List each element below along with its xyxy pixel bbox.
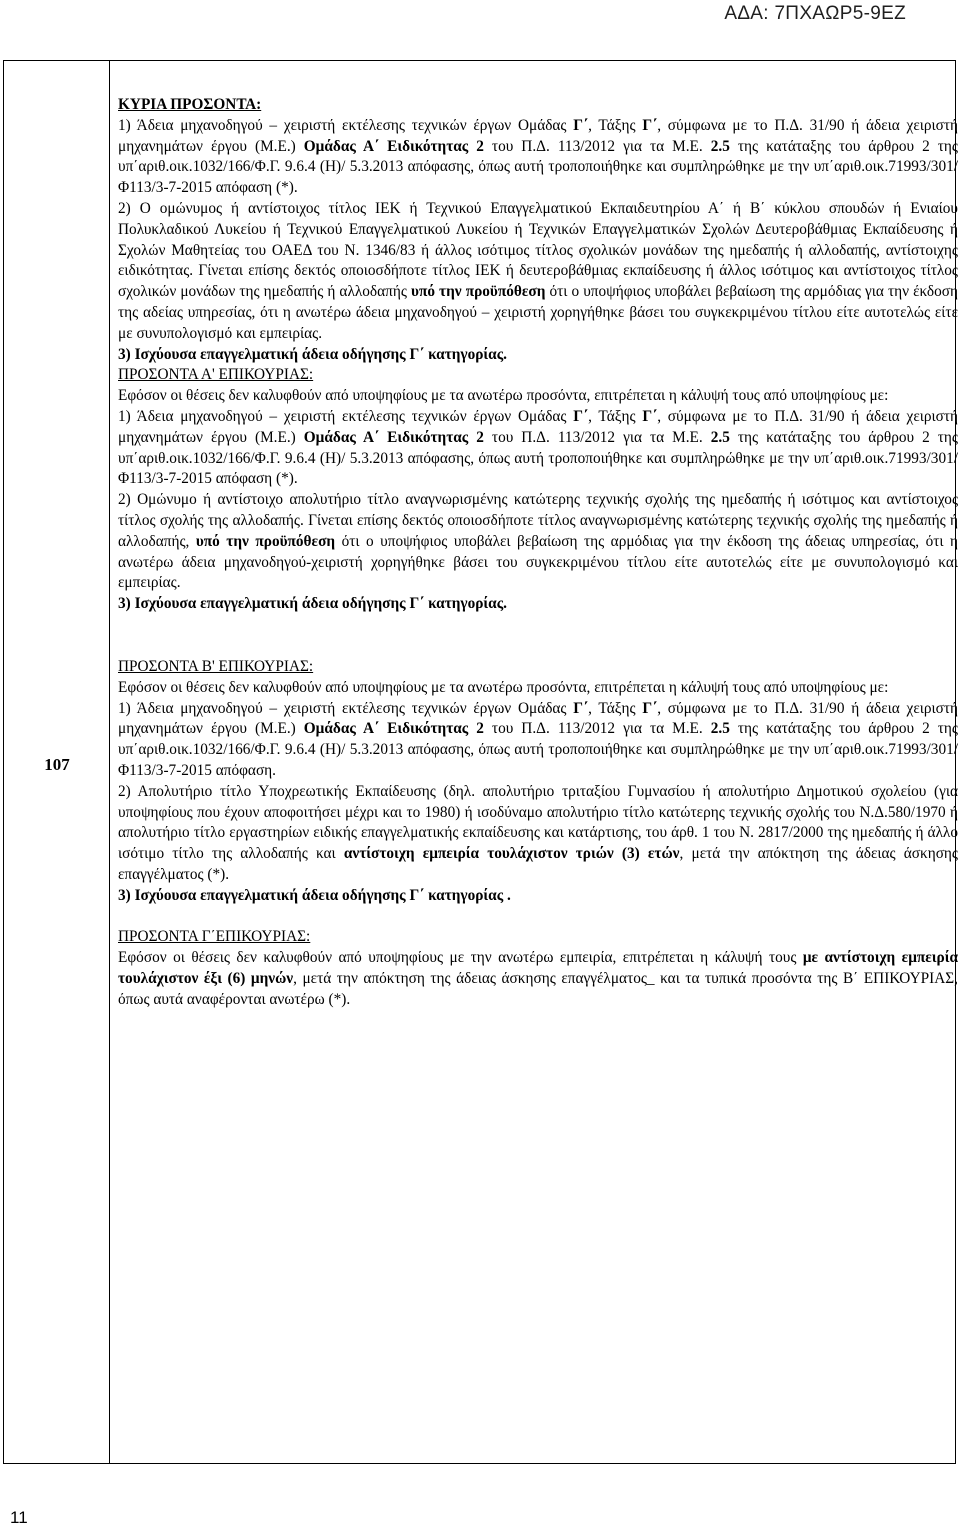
secondary-a-item-1: 1) Άδεια μηχανοδηγού – χειριστή εκτέλεσης τεχνικών έργων Ομάδας Γ΄, Τάξης Γ΄, σύμφωνα με το Π.Δ. 31/90 ή άδεια χειριστή μηχανημάτων έργου (Μ.Ε.) Ομάδας Α΄ Ειδικότητας 2 του Π.Δ. 113/2012 για τα Μ.Ε. 2.5 της κατάταξης του άρθρου 2 της υπ΄αριθ.οικ.1032/166/Φ.Γ. 9.6.4 (Η)/ 5.3.2013 απόφασης, όπως αυτή τροποποιήθηκε και συμπληρώθηκε με την υπ΄αριθ.οικ.71993/301/Φ113/3-7-2015 απόφαση (*). bbox=[118, 407, 959, 488]
qualifications-content bbox=[118, 95, 958, 1011]
page-number: 11 bbox=[10, 1508, 28, 1527]
secondary-c-item: Εφόσον οι θέσεις δεν καλυφθούν από υποψηφίους με την ανωτέρω εμπειρία, επιτρέπεται η κάλυψή τους με αντίστοιχη εμπειρία τουλάχιστον έξι (6) μηνών, μετά την απόκτηση της άδειας άσκησης επαγγέλματος_ και τα τυπικά προσόντα της Β΄ ΕΠΙΚΟΥΡΙΑΣ, όπως αυτά αναφέρονται ανωτέρω (*). bbox=[118, 949, 958, 1008]
main-qualifications-heading: ΚΥΡΙΑ ΠΡΟΣΟΝΤΑ: bbox=[118, 96, 262, 113]
section-spacer bbox=[118, 636, 958, 657]
main-item-1: 1) Άδεια μηχανοδηγού – χειριστή εκτέλεσης τεχνικών έργων Ομάδας Γ΄, Τάξης Γ΄, σύμφωνα με το Π.Δ. 31/90 ή άδεια χειριστή μηχανημάτων έργου (Μ.Ε.) Ομάδας Α΄ Ειδικότητας 2 του Π.Δ. 113/2012 για τα Μ.Ε. 2.5 της κατάταξης του άρθρου 2 της υπ΄αριθ.οικ.1032/166/Φ.Γ. 9.6.4 (Η)/ 5.3.2013 απόφασης, όπως αυτή τροποποιήθηκε και συμπληρώθηκε με την υπ΄αριθ.οικ.71993/301/Φ113/3-7-2015 απόφαση (*). bbox=[118, 116, 959, 197]
secondary-b-intro: Εφόσον οι θέσεις δεν καλυφθούν από υποψηφίους με τα ανωτέρω προσόντα, επιτρέπεται η κάλυψή τους από υποψηφίους με: bbox=[118, 678, 889, 696]
section-spacer bbox=[118, 615, 958, 636]
secondary-a-heading: ΠΡΟΣΟΝΤΑ Α' ΕΠΙΚΟΥΡΙΑΣ: bbox=[118, 366, 314, 384]
secondary-b-item-2: 2) Απολυτήριο τίτλο Υποχρεωτικής Εκπαίδευσης (δηλ. απολυτήριο τριταξίου Γυμνασίου ή απολυτήριο Δημοτικού σχολείου (για υποψηφίους που έχουν αποφοιτήσει μέχρι και το 1980) ή ισοδύναμο απολυτήριο τίτλο κατώτερης τεχνικής σχολής του Ν.Δ.580/1970 ή απολυτήριο τίτλο εργαστηρίων ειδικής επαγγελματικής εκπαίδευσης και κατάρτισης, του άρθ. 1 του Ν. 2817/2000 της ημεδαπής ή άλλο ισότιμο τίτλο της αλλοδαπής και αντίστοιχη εμπειρία τουλάχιστον τριών (3) ετών, μετά την απόκτηση της άδειας άσκησης επαγγέλματος (*). bbox=[118, 782, 958, 883]
ada-code-header: ΑΔΑ: 7ΠΧΑΩΡ5-9ΕΖ bbox=[724, 3, 906, 24]
secondary-b-item-1: 1) Άδεια μηχανοδηγού – χειριστή εκτέλεσης τεχνικών έργων Ομάδας Γ΄, Τάξης Γ΄, σύμφωνα με το Π.Δ. 31/90 ή άδεια χειριστή μηχανημάτων έργου (Μ.Ε.) Ομάδας Α΄ Ειδικότητας 2 του Π.Δ. 113/2012 για τα Μ.Ε. 2.5 της κατάταξης του άρθρου 2 της υπ΄αριθ.οικ.1032/166/Φ.Γ. 9.6.4 (Η)/ 5.3.2013 απόφασης, όπως αυτή τροποποιήθηκε και συμπληρώθηκε με την υπ΄αριθ.οικ.71993/301/Φ113/3-7-2015 απόφαση. bbox=[118, 699, 959, 779]
secondary-b-item-3: 3) Ισχύουσα επαγγελματική άδεια οδήγησης Γ΄ κατηγορίας . bbox=[118, 886, 511, 904]
secondary-c-heading: ΠΡΟΣΟΝΤΑ Γ΄ΕΠΙΚΟΥΡΙΑΣ: bbox=[118, 928, 311, 946]
row-number: 107 bbox=[44, 755, 70, 774]
section-spacer bbox=[118, 906, 958, 927]
row-number-cell bbox=[4, 61, 110, 1463]
qualifications-table bbox=[3, 60, 959, 1464]
main-item-2: 2) Ο ομώνυμος ή αντίστοιχος τίτλος ΙΕΚ ή Τεχνικού Επαγγελματικού Εκπαιδευτηρίου Α΄ ή Β΄ κύκλου σπουδών ή Ενιαίου Πολυκλαδικού Λυκείου ή Τεχνικού Επαγγελματικού Λυκείου ή Τεχνικών Επαγγελματικών Σχολών Δευτεροβάθμιας Εκπαίδευσης ή Σχολών Μαθητείας του ΟΑΕΔ του Ν. 1346/83 ή άλλος ισότιμος τίτλος σχολικών μονάδων της ημεδαπής ή αλλοδαπής, αντίστοιχης ειδικότητας. Γίνεται επίσης δεκτός οποιοσδήποτε τίτλος ΙΕΚ ή δευτεροβάθμιας εκπαίδευσης ή άλλος ισότιμος και αντίστοιχος τίτλος σχολικών μονάδων της ημεδαπής ή αλλοδαπής υπό την προϋπόθεση ότι ο υποψήφιος υποβάλει βεβαίωση της αρμόδιας για την έκδοση της αδείας υπηρεσίας, ότι η ανωτέρω άδεια μηχανοδηγού – χειριστή χορηγήθηκε βάσει του συγκεκριμένου τίτλου είτε αυτοτελώς είτε με συνυπολογισμό και εμπειρίας. bbox=[118, 199, 958, 342]
secondary-a-item-2: 2) Ομώνυμο ή αντίστοιχο απολυτήριο τίτλο αναγνωρισμένης κατώτερης τεχνικής σχολής της ημεδαπής ή ισότιμος και αντίστοιχος τίτλος σχολής της αλλοδαπής. Γίνεται επίσης δεκτός οποιοσδήποτε τίτλος αναγνωρισμένης κατώτερης τεχνικής σχολής της ημεδαπής ή αλλοδαπής, υπό την προϋπόθεση ότι ο υποψήφιος υποβάλει βεβαίωση της αρμόδιας για την έκδοση της άδειας υπηρεσίας, ότι η ανωτέρω άδεια μηχανοδηγού-χειριστή χορηγήθηκε βάσει του συγκεκριμένου τίτλου είτε αυτοτελώς είτε με συνυπολογισμό και εμπειρίας. bbox=[118, 491, 958, 592]
secondary-a-intro: Εφόσον οι θέσεις δεν καλυφθούν από υποψηφίους με τα ανωτέρω προσόντα, επιτρέπεται η κάλυψή τους από υποψηφίους με: bbox=[118, 387, 889, 405]
secondary-a-item-3: 3) Ισχύουσα επαγγελματική άδεια οδήγησης Γ΄ κατηγορίας. bbox=[118, 595, 507, 613]
secondary-b-heading: ΠΡΟΣΟΝΤΑ Β' ΕΠΙΚΟΥΡΙΑΣ: bbox=[118, 657, 314, 675]
main-item-3: 3) Ισχύουσα επαγγελματική άδεια οδήγησης Γ΄ κατηγορίας. bbox=[118, 345, 507, 363]
